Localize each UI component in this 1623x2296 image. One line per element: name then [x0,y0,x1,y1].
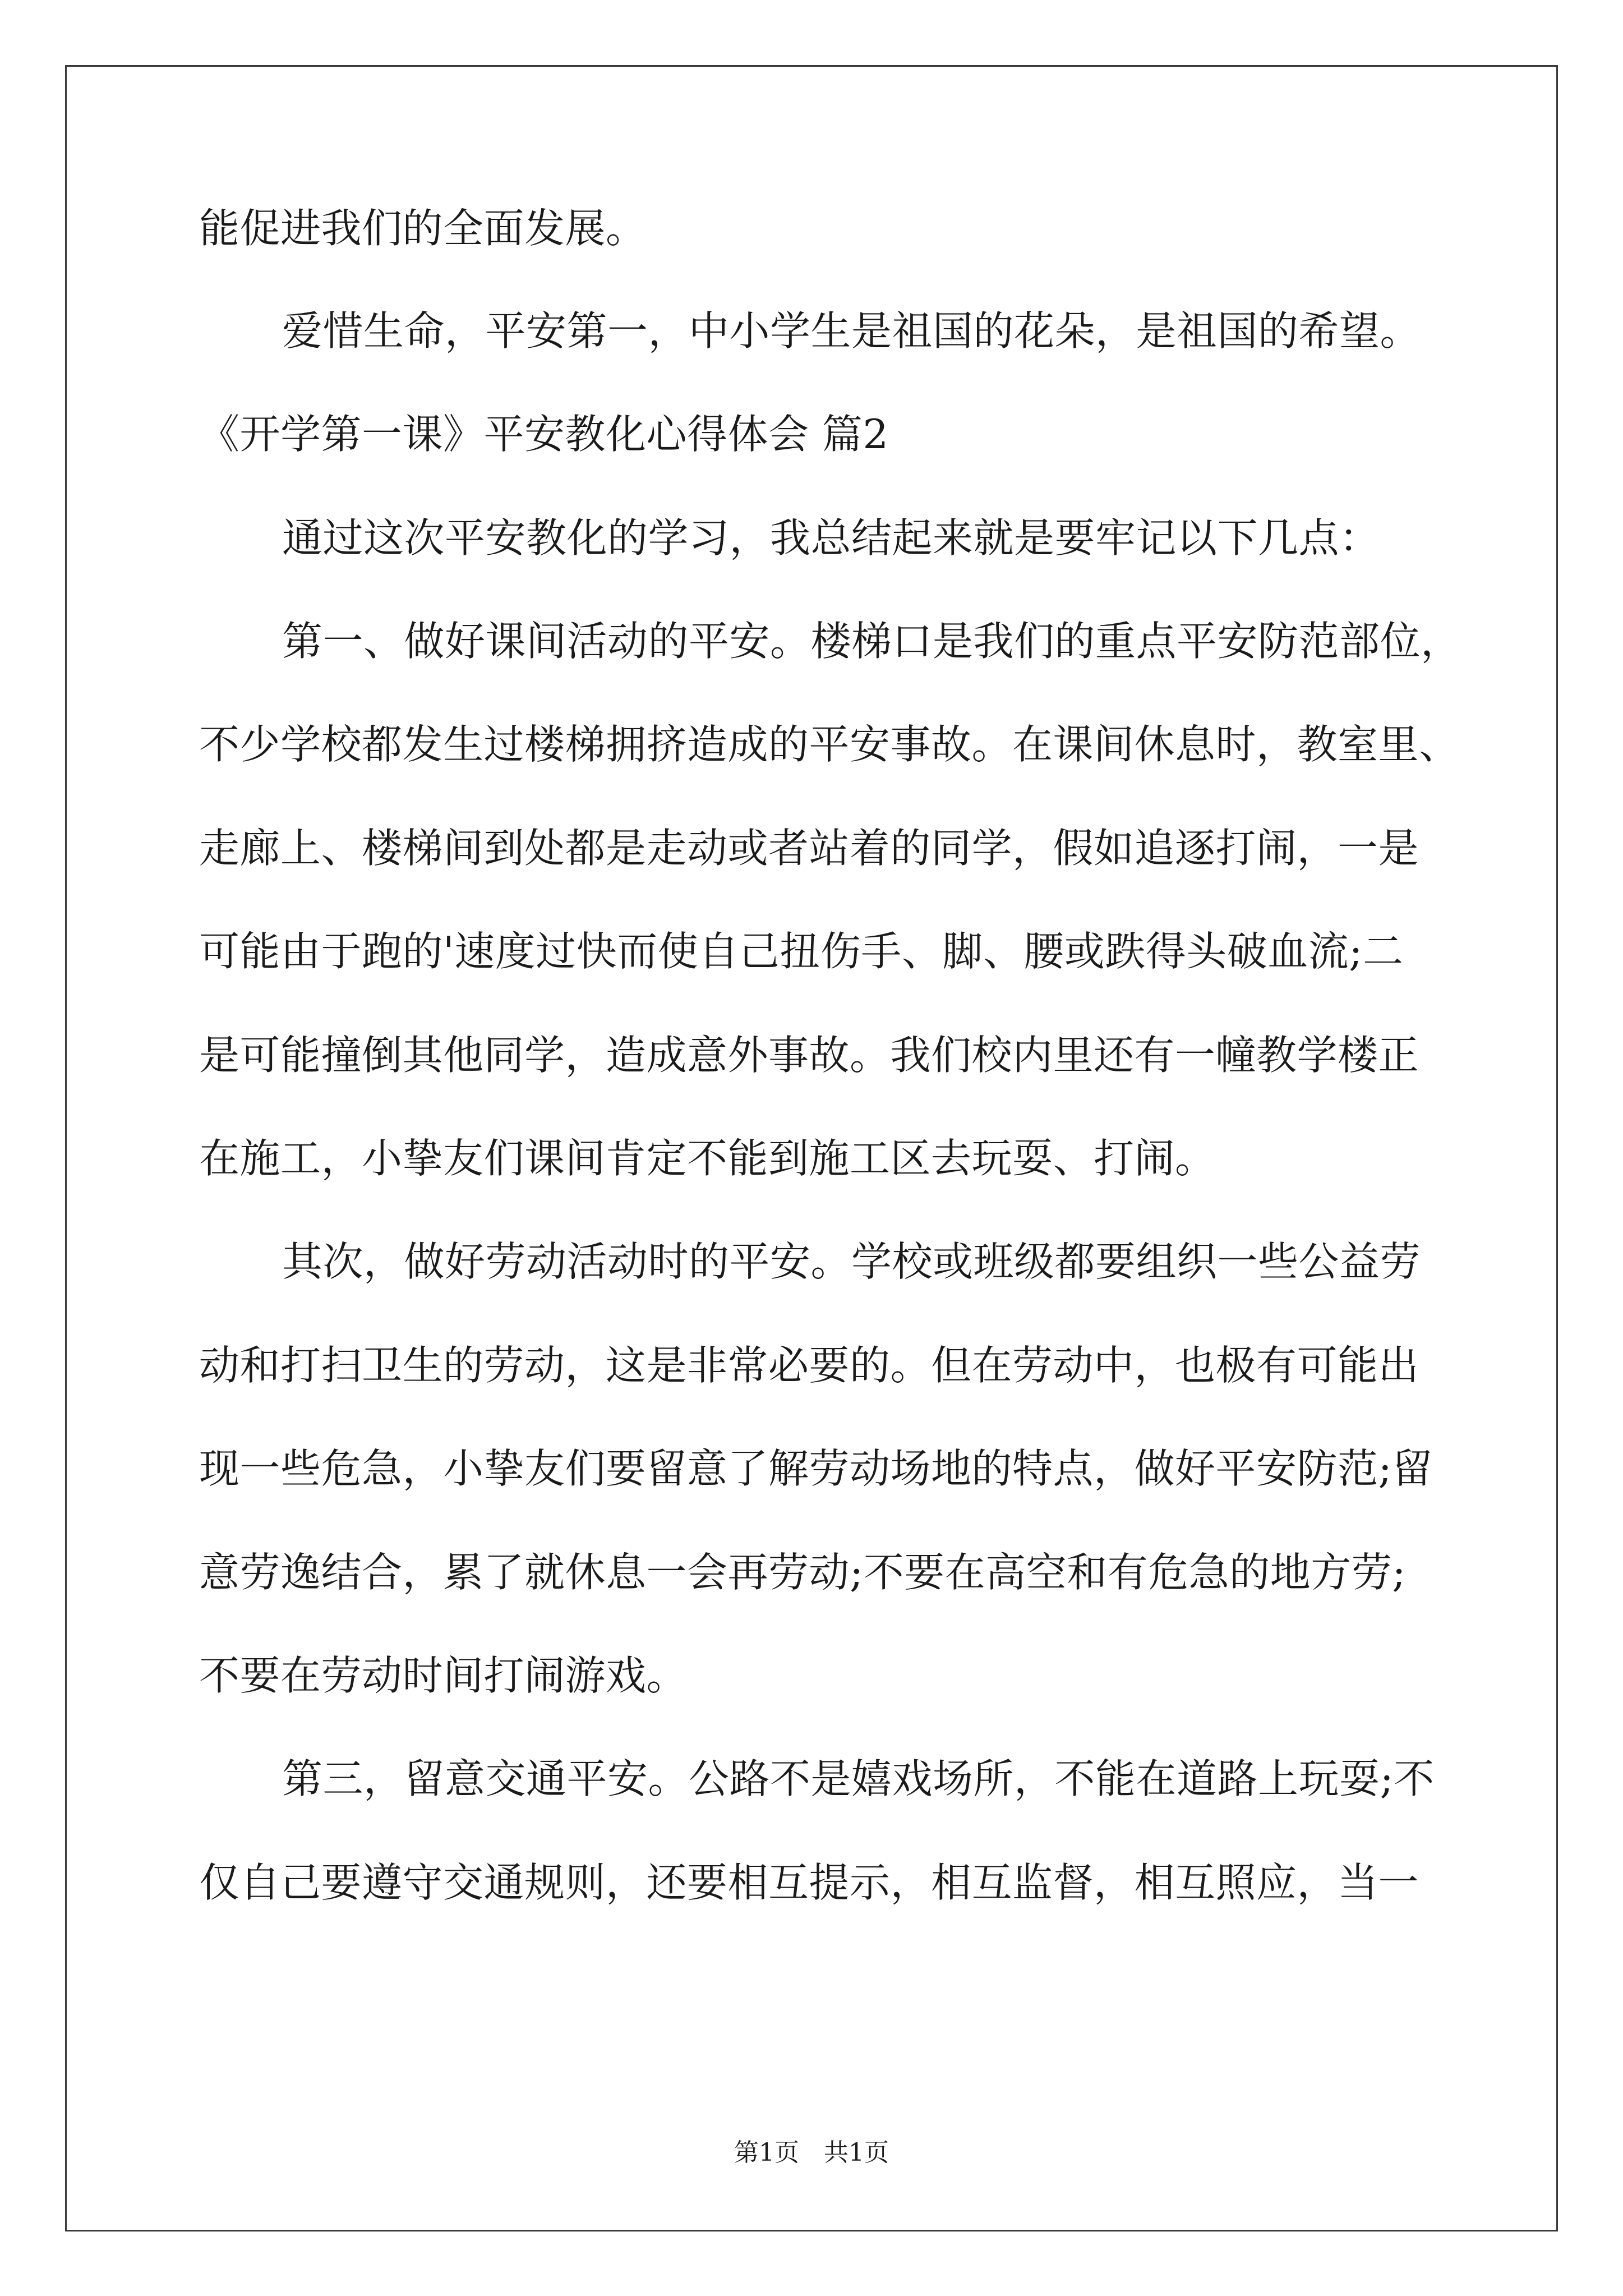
paragraph-line: 爱惜生命，平安第一，中小学生是祖国的花朵，是祖国的希望。 [282,307,1421,355]
page-footer: 第1页 共1页 [734,2138,889,2167]
paragraph-line: 通过这次平安教化的学习，我总结起来就是要牢记以下几点： [282,514,1380,562]
paragraph-line: 在施工，小挚友们课间肯定不能到施工区去玩耍、打闹。 [199,1135,1216,1182]
paragraph-line: 能促进我们的全面发展。 [199,205,647,252]
paragraph-line: 第三，留意交通平安。公路不是嬉戏场所，不能在道路上玩耍;不 [282,1755,1435,1802]
paragraph-line: 动和打扫卫生的劳动，这是非常必要的。但在劳动中，也极有可能出 [199,1342,1419,1389]
paragraph-line: 意劳逸结合，累了就休息一会再劳动;不要在高空和有危急的地方劳; [199,1549,1407,1596]
paragraph-line: 不少学校都发生过楼梯拥挤造成的平安事故。在课间休息时，教室里、 [199,721,1460,768]
paragraph-line: 不要在劳动时间打闹游戏。 [199,1652,688,1699]
paragraph-line: 是可能撞倒其他同学，造成意外事故。我们校内里还有一幢教学楼正 [199,1032,1419,1079]
paragraph-line: 现一些危急，小挚友们要留意了解劳动场地的特点，做好平安防范;留 [199,1445,1433,1492]
paragraph-line: 第一、做好课间活动的平安。楼梯口是我们的重点平安防范部位， [282,618,1461,665]
paragraph-line: 其次，做好劳动活动时的平安。学校或班级都要组织一些公益劳 [282,1238,1421,1285]
section-heading: 《开学第一课》平安教化心得体会 篇2 [199,411,889,458]
paragraph-line: 走廊上、楼梯间到处都是走动或者站着的同学，假如追逐打闹，一是 [199,825,1419,872]
paragraph-line: 仅自己要遵守交通规则，还要相互提示，相互监督，相互照应，当一 [199,1859,1419,1906]
paragraph-line: 可能由于跑的'速度过快而使自己扭伤手、脚、腰或跌得头破血流;二 [199,928,1404,975]
